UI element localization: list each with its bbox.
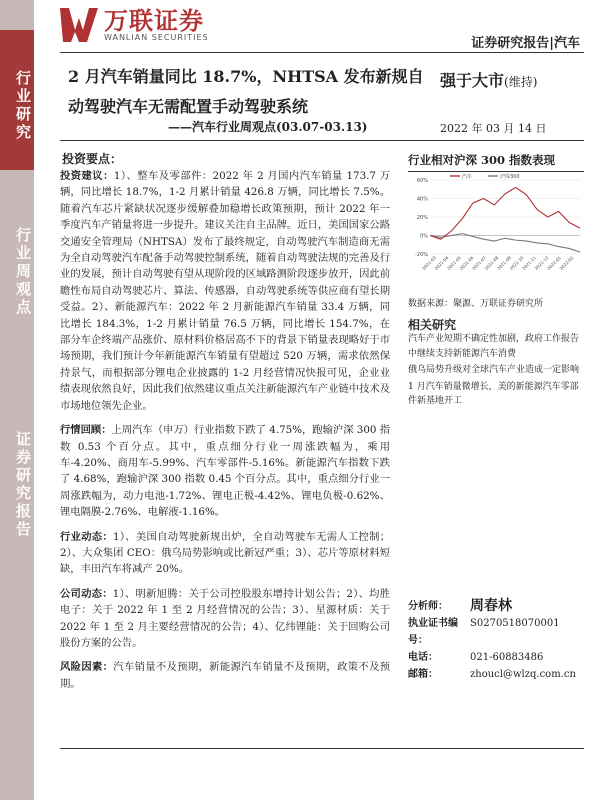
divider — [60, 748, 584, 749]
divider — [60, 52, 584, 53]
rating-sub: (维持) — [504, 75, 538, 89]
x-tick-label: 2021-03 — [421, 255, 437, 272]
paragraph-text: 1）、美国自动驾驶新规出炉，全自动驾驶车无需人工控制；2）、大众集团 CEO：俄乌局势影响或比新冠严重；3）、芯片等原材料短缺，丰田汽车将减产 20%。 — [60, 530, 390, 576]
paragraph-text: 汽车销量不及预期，新能源汽车销量不及预期，政策不及预期。 — [60, 661, 391, 690]
paragraph-label: 投资建议： — [60, 170, 114, 182]
y-tick-label: 20% — [416, 215, 428, 221]
x-tick-label: 2021-05 — [446, 255, 462, 272]
related-item[interactable]: 汽车产业短期不确定性加剧，政府工作报告中继续支持新能源汽车消费 — [408, 334, 580, 359]
license-value: S0270518070001 — [470, 618, 560, 629]
sidebar — [0, 0, 34, 800]
related-list — [408, 332, 584, 411]
x-tick-label: 2021-11 — [521, 255, 537, 272]
analyst-info — [408, 598, 584, 683]
sidebar-label-weekly: 行业周观点 — [14, 227, 32, 317]
analyst-name: 周春林 — [470, 598, 512, 614]
x-tick-label: 2021-08 — [483, 255, 500, 272]
y-tick-label: 40% — [416, 196, 428, 203]
phone-value: 021-60883486 — [470, 652, 544, 663]
main-content — [60, 168, 390, 700]
report-title: 2 月汽车销量同比 18.7%，NHTSA 发布新规自动驾驶汽车无需配置手动驾驶系统 — [68, 67, 424, 116]
series-line-auto — [430, 187, 580, 239]
x-tick-label: 2021-04 — [433, 255, 450, 272]
paragraph-label: 行情回顾： — [60, 424, 112, 437]
divider — [60, 140, 584, 141]
y-tick-label: -20% — [415, 252, 428, 258]
paragraph — [60, 586, 390, 652]
paragraph — [60, 529, 390, 578]
doc-type: 证券研究报告|汽车 — [471, 36, 580, 51]
paragraph-text: 1）、明新旭腾：关于公司控股股东增持计划公告；2）、均胜电子：关于 2022 年 1 至 2 月经营情况的公告；3）、星源材质：关于 2022 年 1 至 2 月主要经营情况的公告；4）、亿纬锂能：关于回购公司股份方案的公告。 — [60, 587, 390, 649]
x-tick-label: 2022-02 — [558, 255, 575, 272]
x-tick-label: 2021-07 — [471, 255, 487, 272]
email-value[interactable]: zhoucl@wlzq.com.cn — [470, 669, 576, 680]
paragraph-text: 上周汽车（申万）行业指数下跌了 4.75%，跑输沪深 300 指数 0.53 个百分点。其中，重点细分行业一周涨跌幅为，乘用车-4.20%、商用车-5.99%、汽车零部件-5.16%。新能源汽车指数下跌了 4.68%，跑输沪深 300 指数 0.45 个百分点。其中，重点细分行业一周涨跌幅为，动力电池-1.72%、锂电正极-4.42%、锂电负极-0.62%、锂电隔膜-2.76%、电解液-1.16%。 — [60, 424, 391, 519]
analyst-label: 分析师： — [408, 601, 448, 612]
license-label: 执业证书编号： — [408, 618, 458, 646]
y-tick-label: 60% — [416, 178, 428, 184]
legend-label-hs300: 沪深300 — [500, 174, 520, 180]
rating-main: 强于大市 — [440, 71, 505, 90]
paragraph — [60, 422, 390, 520]
paragraph-label: 风险因素： — [60, 661, 114, 674]
paragraph — [60, 659, 390, 692]
relative-performance-chart — [408, 172, 584, 284]
company-logo — [60, 8, 209, 42]
y-tick-label: 0% — [420, 233, 428, 240]
data-source: 数据来源：聚源、万联证券研究所 — [408, 299, 544, 309]
legend-label-auto: 汽车 — [462, 174, 473, 180]
paragraph — [60, 168, 390, 414]
sidebar-label-securities-report: 证券研究报告 — [14, 431, 32, 539]
logo-en: WANLIAN SECURITIES — [104, 32, 209, 42]
chart-head: 行业相对沪深 300 指数表现 — [408, 152, 584, 172]
x-tick-label: 2021-06 — [458, 255, 475, 272]
x-tick-label: 2021-09 — [496, 255, 512, 272]
phone-label: 电话： — [408, 652, 438, 663]
paragraph-label: 行业动态： — [60, 530, 113, 543]
related-item[interactable]: 1 月汽车销量微增长，美的新能源汽车零部件新基地开工 — [408, 381, 579, 406]
x-tick-label: 2021-10 — [508, 255, 525, 272]
paragraph-text: 1）、整车及零部件：2022 年 2 月国内汽车销量 173.7 万辆，同比增长 18.7%，1-2 月累计销量 426.8 万辆，同比增长 7.5%。随着汽车芯片紧缺状况逐步缓解叠加稳增长政策预期，预计 2022 年一季度汽车产销量将进一步提升。建议关注自主品牌。近日，美国国家公路交通安全管理局（NHTSA）发布了最终规定，自动驾驶汽车制造商无需为全自动驾驶汽车配备手动驾驶控制系统，随着自动驾驶法规的完善及行业的发展，预计自动驾驶有望从现阶段的区域路测阶段逐步放开，因此前瞻性布局自动驾驶芯片、算法、传感器，自动驾驶系统等供应商有望长期受益。2）、新能源汽车：2022 年 2 月新能源汽车销量 33.4 万辆，同比增长 184.3%，1-2 月累计销量 76.5 万辆，同比增长 154.7%，在部分车企终端产品涨价、原材料价格居高不下的背景下销量表现略好于市场预期，我们预计今年新能源汽车销量有望超过 520 万辆，需求依然保持景气，而根据部分锂电企业披露的 1-2 月经营情况快报可见，企业业绩表现依然良好，因此我们依然建议重点关注新能源汽车产业链中技术及市场地位领先企业。 — [60, 170, 391, 412]
logo-w-icon — [60, 8, 98, 42]
x-tick-label: 2021-12 — [533, 255, 550, 272]
rating — [440, 68, 537, 91]
logo-cn: 万联证券 — [104, 6, 204, 35]
email-label: 邮箱： — [408, 669, 438, 680]
paragraph-label: 公司动态： — [60, 587, 113, 600]
related-item[interactable]: 俄乌局势升级对全球汽车产业造成一定影响 — [408, 365, 580, 375]
report-subtitle: ——汽车行业周观点(03.07-03.13) — [168, 120, 368, 134]
sidebar-label-industry-research: 行业研究 — [0, 30, 34, 170]
investment-head: 投资要点： — [62, 152, 123, 166]
x-tick-label: 2022-01 — [546, 255, 562, 272]
series-line-hs300 — [430, 234, 580, 253]
report-date: 2022 年 03 月 14 日 — [440, 122, 547, 135]
related-head: 相关研究 — [408, 318, 457, 332]
